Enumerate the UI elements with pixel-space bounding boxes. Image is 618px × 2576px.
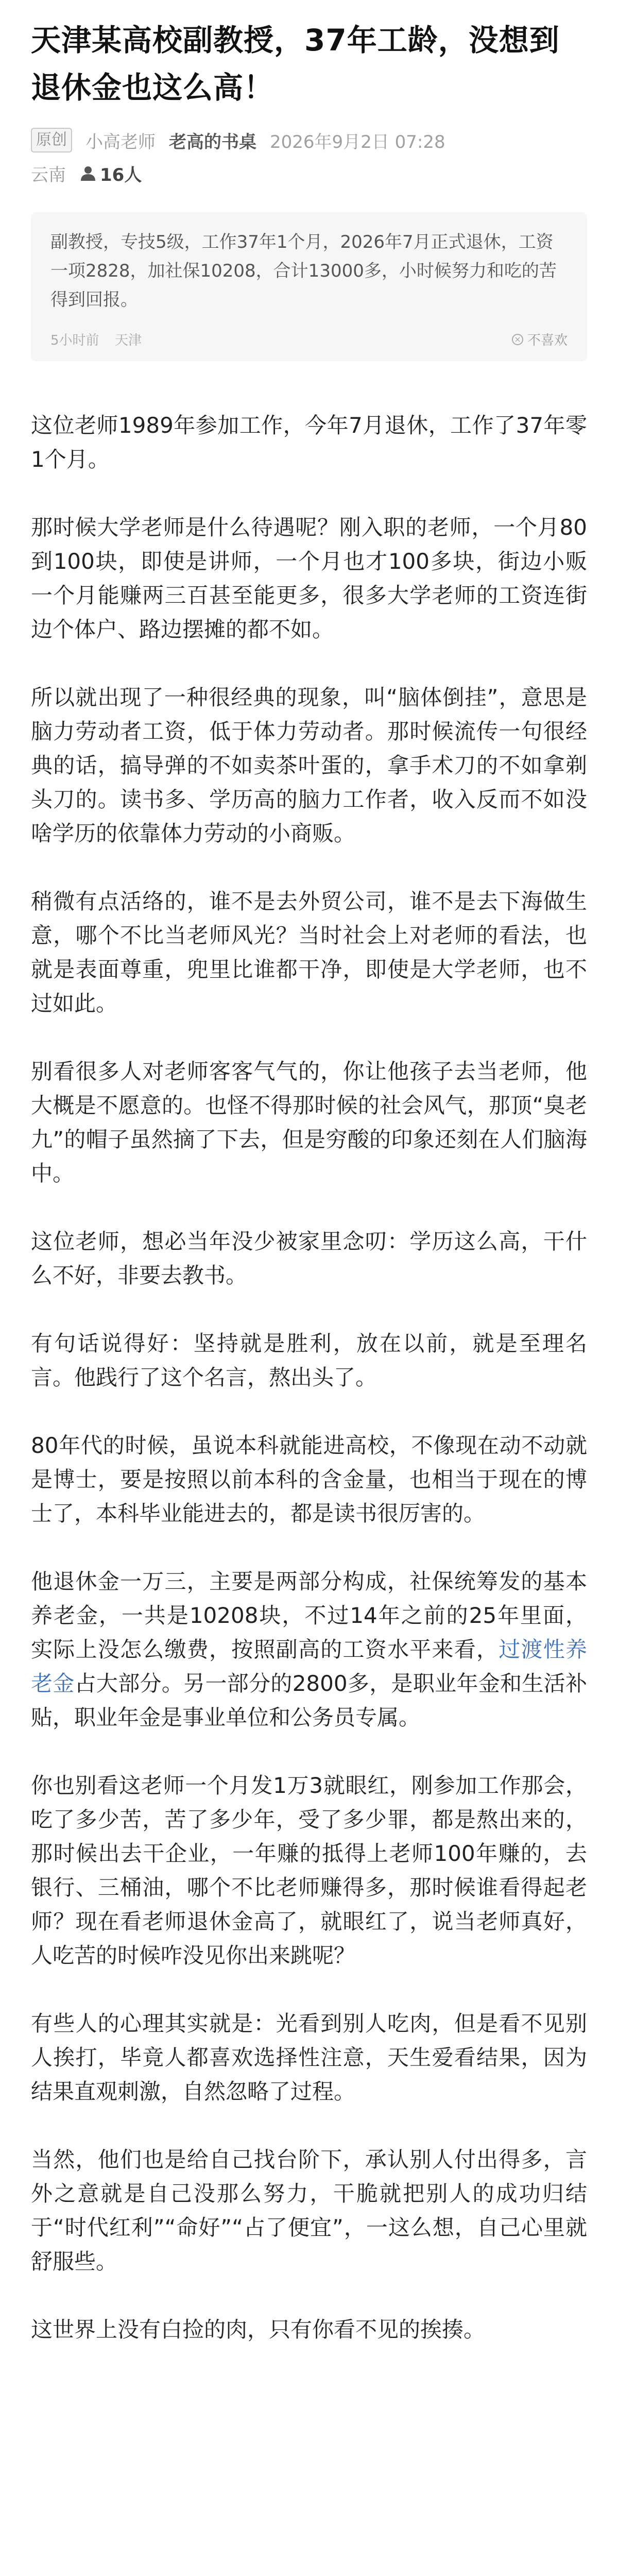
paragraph: 那时候大学老师是什么待遇呢？刚入职的老师，一个月80到100块，即使是讲师，一个月也才100多块，街边小贩一个月能赚两三百甚至能更多，很多大学老师的工资连街边个体户、路边摆摊的都不如。 <box>31 515 587 642</box>
article-body <box>31 409 587 2347</box>
column-name[interactable]: 老高的书桌 <box>169 131 256 152</box>
dislike-label: 不喜欢 <box>527 333 568 348</box>
paragraph: 稍微有点活络的，谁不是去外贸公司，谁不是去下海做生意，哪个不比当老师风光？当时社会上对老师的看法，也就是表面尊重，兜里比谁都干净，即使是大学老师，也不过如此。 <box>31 889 587 1016</box>
paragraph: 有句话说得好：坚持就是胜利，放在以前，就是至理名言。他践行了这个名言，熬出头了。 <box>31 1331 587 1390</box>
publish-date: 2026年9月2日 07:28 <box>270 131 445 152</box>
summary-footer <box>50 330 568 349</box>
article-meta <box>31 126 587 155</box>
summary-city: 天津 <box>115 333 142 348</box>
summary-text: 副教授，专技5级，工作37年1个月，2026年7月正式退休，工资一项2828，加社保10208，合计13000多，小时候努力和吃的苦得到回报。 <box>50 232 557 310</box>
paragraph: 这位老师1989年参加工作，今年7月退休，工作了37年零1个月。 <box>31 413 587 472</box>
paragraph: 所以就出现了一种很经典的现象，叫“脑体倒挂”，意思是脑力劳动者工资，低于体力劳动者。那时候流传一句很经典的话，搞导弹的不如卖茶叶蛋的，拿手术刀的不如拿剃头刀的。读书多、学历高的脑力工作者，收入反而不如没啥学历的依靠体力劳动的小商贩。 <box>31 685 587 846</box>
summary-time: 5小时前 <box>50 333 99 348</box>
dislike-icon: × <box>512 334 523 345</box>
author-name[interactable]: 小高老师 <box>85 131 156 152</box>
location: 云南 <box>31 164 66 185</box>
paragraph: 你也别看这老师一个月发1万3就眼红，刚参加工作那会，吃了多少苦，苦了多少年，受了多少罪，都是熬出来的，那时候出去干企业，一年赚的抵得上老师100年赚的，去银行、三桶油，哪个不比老师赚得多，那时候谁看得起老师？现在看老师退休金高了，就眼红了，说当老师真好，人吃苦的时候咋没见你出来跳呢？ <box>31 1773 587 1968</box>
paragraph: 别看很多人对老师客客气气的，你让他孩子去当老师，他大概是不愿意的。也怪不得那时候的社会风气，那顶“臭老九”的帽子虽然摘了下去，但是穷酸的印象还刻在人们脑海中。 <box>31 1059 587 1186</box>
article-title: 天津某高校副教授，37年工龄，没想到退休金也这么高！ <box>31 23 560 105</box>
paragraph: 这世界上没有白捡的肉，只有你看不见的挨揍。 <box>31 2317 486 2342</box>
paragraph <box>31 1565 587 1735</box>
paragraph: 这位老师，想必当年没少被家里念叨：学历这么高，干什么不好，非要去教书。 <box>31 1229 587 1288</box>
pension-link[interactable]: 过渡性养老金 <box>31 1637 587 1696</box>
paragraph-text: 占大部分。另一部分的2800多，是职业年金和生活补贴，职业年金是事业单位和公务员专属。 <box>31 1671 587 1730</box>
paragraph: 80年代的时候，虽说本科就能进高校，不像现在动不动就是博士，要是按照以前本科的含金量，也相当于现在的博士了，本科毕业能进去的，都是读书很厉害的。 <box>31 1433 587 1526</box>
reader-count <box>79 161 142 186</box>
reader-count-label: 16人 <box>100 164 142 185</box>
paragraph-text: 他退休金一万三，主要是两部分构成，社保统筹发的基本养老金，一共是10208块，不过14年之前的25年里面，实际上没怎么缴费，按照副高的工资水平来看， <box>31 1569 587 1662</box>
dislike-button[interactable] <box>512 330 568 349</box>
summary-source <box>50 330 142 349</box>
paragraph: 当然，他们也是给自己找台阶下，承认别人付出得多，言外之意就是自己没那么努力，干脆就把别人的成功归结于“时代红利”“命好”“占了便宜”，一这么想，自己心里就舒服些。 <box>31 2147 587 2274</box>
reader-icon <box>79 164 97 182</box>
article-meta-secondary <box>31 155 587 192</box>
summary-card[interactable] <box>31 212 587 361</box>
original-badge: 原创 <box>31 128 72 152</box>
paragraph: 有些人的心理其实就是：光看到别人吃肉，但是看不见别人挨打，毕竟人都喜欢选择性注意，天生爱看结果，因为结果直观刺激，自然忽略了过程。 <box>31 2011 587 2104</box>
